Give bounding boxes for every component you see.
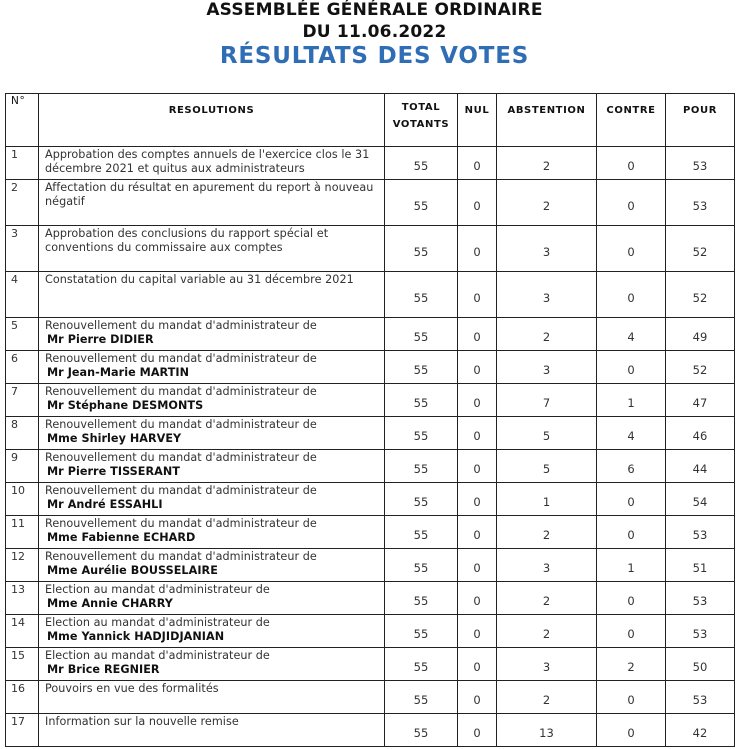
- table-row: [6, 272, 735, 318]
- abstention-value: 7: [497, 384, 597, 417]
- resolution-description: Constatation du capital variable au 31 décembre 2021: [45, 273, 354, 286]
- total-votants-value: 55: [385, 681, 458, 714]
- resolution-description: Renouvellement du mandat d'administrateur de: [45, 517, 317, 530]
- candidate-name: Mr Stéphane DESMONTS: [47, 399, 204, 412]
- total-votants-value: 55: [385, 147, 458, 180]
- header-pour: POUR: [666, 94, 735, 147]
- total-votants-value: 55: [385, 180, 458, 226]
- resolution-text: [39, 648, 385, 681]
- resolution-number: 2: [6, 180, 39, 226]
- contre-value: 1: [597, 384, 666, 417]
- total-votants-value: 55: [385, 549, 458, 582]
- contre-value: 1: [597, 549, 666, 582]
- total-votants-value: 55: [385, 318, 458, 351]
- contre-value: 0: [597, 483, 666, 516]
- candidate-name: Mr Brice REGNIER: [47, 663, 160, 676]
- table-row: [6, 549, 735, 582]
- total-votants-value: 55: [385, 483, 458, 516]
- candidate-name: Mr Pierre TISSERANT: [47, 465, 180, 478]
- nul-value: 0: [458, 147, 497, 180]
- resolution-text: [39, 226, 385, 272]
- header-contre: CONTRE: [597, 94, 666, 147]
- resolution-text: [39, 615, 385, 648]
- nul-value: 0: [458, 180, 497, 226]
- total-votants-value: 55: [385, 417, 458, 450]
- resolution-number: 5: [6, 318, 39, 351]
- table-row: [6, 648, 735, 681]
- resolution-description: Election au mandat d'administrateur de: [45, 616, 270, 629]
- resolution-text: [39, 318, 385, 351]
- abstention-value: 2: [497, 318, 597, 351]
- resolution-text: [39, 450, 385, 483]
- nul-value: 0: [458, 714, 497, 747]
- resolution-text: [39, 681, 385, 714]
- table-row: [6, 450, 735, 483]
- abstention-value: 3: [497, 272, 597, 318]
- resolution-number: 7: [6, 384, 39, 417]
- resolution-description: Information sur la nouvelle remise: [45, 715, 239, 728]
- nul-value: 0: [458, 516, 497, 549]
- resolution-description: Pouvoirs en vue des formalités: [45, 682, 219, 695]
- resolution-description: Renouvellement du mandat d'administrateur de: [45, 352, 317, 365]
- resolution-number: 6: [6, 351, 39, 384]
- nul-value: 0: [458, 681, 497, 714]
- resolution-description: Renouvellement du mandat d'administrateur de: [45, 451, 317, 464]
- table-row: [6, 483, 735, 516]
- resolution-number: 16: [6, 681, 39, 714]
- pour-value: 53: [666, 615, 735, 648]
- contre-value: 0: [597, 147, 666, 180]
- pour-value: 53: [666, 681, 735, 714]
- abstention-value: 3: [497, 351, 597, 384]
- table-row: [6, 516, 735, 549]
- resolution-text: [39, 582, 385, 615]
- resolution-text: [39, 714, 385, 747]
- abstention-value: 3: [497, 549, 597, 582]
- nul-value: 0: [458, 450, 497, 483]
- table-row: [6, 351, 735, 384]
- contre-value: 0: [597, 351, 666, 384]
- table-row: [6, 582, 735, 615]
- total-votants-value: 55: [385, 582, 458, 615]
- total-votants-value: 55: [385, 648, 458, 681]
- pour-value: 53: [666, 516, 735, 549]
- resolution-number: 3: [6, 226, 39, 272]
- header-total-votants: TOTAL VOTANTS: [385, 94, 458, 147]
- document-title: ASSEMBLÉE GÉNÉRALE ORDINAIRE: [206, 0, 543, 20]
- contre-value: 6: [597, 450, 666, 483]
- total-votants-value: 55: [385, 384, 458, 417]
- resolution-description: Renouvellement du mandat d'administrateur de: [45, 418, 317, 431]
- nul-value: 0: [458, 272, 497, 318]
- resolution-text: [39, 417, 385, 450]
- resolution-number: 17: [6, 714, 39, 747]
- candidate-name: Mme Yannick HADJIDJANIAN: [47, 630, 225, 643]
- resolution-description: Renouvellement du mandat d'administrateur de: [45, 319, 317, 332]
- pour-value: 47: [666, 384, 735, 417]
- candidate-name: Mme Annie CHARRY: [47, 597, 173, 610]
- abstention-value: 2: [497, 582, 597, 615]
- pour-value: 42: [666, 714, 735, 747]
- pour-value: 49: [666, 318, 735, 351]
- table-row: [6, 384, 735, 417]
- header-nul: NUL: [458, 94, 497, 147]
- resolution-text: [39, 351, 385, 384]
- resolution-description: Renouvellement du mandat d'administrateur de: [45, 484, 317, 497]
- resolution-text: [39, 549, 385, 582]
- nul-value: 0: [458, 483, 497, 516]
- pour-value: 53: [666, 147, 735, 180]
- total-votants-value: 55: [385, 516, 458, 549]
- document-date: DU 11.06.2022: [302, 22, 447, 42]
- pour-value: 51: [666, 549, 735, 582]
- total-votants-value: 55: [385, 615, 458, 648]
- contre-value: 0: [597, 516, 666, 549]
- header-abstention: ABSTENTION: [497, 94, 597, 147]
- candidate-name: Mr André ESSAHLI: [47, 498, 163, 511]
- resolution-number: 1: [6, 147, 39, 180]
- pour-value: 53: [666, 180, 735, 226]
- pour-value: 52: [666, 351, 735, 384]
- resolution-description: Affectation du résultat en apurement du report à nouveau négatif: [45, 181, 374, 208]
- abstention-value: 2: [497, 147, 597, 180]
- candidate-name: Mme Shirley HARVEY: [47, 432, 182, 445]
- resolution-description: Election au mandat d'administrateur de: [45, 583, 270, 596]
- abstention-value: 2: [497, 180, 597, 226]
- pour-value: 46: [666, 417, 735, 450]
- abstention-value: 1: [497, 483, 597, 516]
- abstention-value: 3: [497, 648, 597, 681]
- nul-value: 0: [458, 648, 497, 681]
- abstention-value: 3: [497, 226, 597, 272]
- pour-value: 54: [666, 483, 735, 516]
- resolution-text: [39, 147, 385, 180]
- table-row: [6, 681, 735, 714]
- contre-value: 2: [597, 648, 666, 681]
- contre-value: 0: [597, 272, 666, 318]
- header-resolutions: RESOLUTIONS: [39, 94, 385, 147]
- resolution-number: 10: [6, 483, 39, 516]
- nul-value: 0: [458, 417, 497, 450]
- document-subtitle: RÉSULTATS DES VOTES: [219, 43, 530, 69]
- total-votants-value: 55: [385, 450, 458, 483]
- abstention-value: 13: [497, 714, 597, 747]
- candidate-name: Mme Fabienne ECHARD: [47, 531, 196, 544]
- resolution-description: Approbation des conclusions du rapport spécial et conventions du commissaire aux comptes: [45, 227, 329, 254]
- contre-value: 0: [597, 582, 666, 615]
- resolution-text: [39, 384, 385, 417]
- table-row: [6, 180, 735, 226]
- resolution-number: 12: [6, 549, 39, 582]
- abstention-value: 2: [497, 615, 597, 648]
- candidate-name: Mme Aurélie BOUSSELAIRE: [47, 564, 218, 577]
- pour-value: 52: [666, 226, 735, 272]
- resolution-text: [39, 180, 385, 226]
- candidate-name: Mr Pierre DIDIER: [47, 333, 154, 346]
- resolution-number: 4: [6, 272, 39, 318]
- table-row: [6, 226, 735, 272]
- contre-value: 4: [597, 318, 666, 351]
- contre-value: 0: [597, 615, 666, 648]
- resolution-text: [39, 272, 385, 318]
- pour-value: 52: [666, 272, 735, 318]
- resolution-description: Election au mandat d'administrateur de: [45, 649, 270, 662]
- total-votants-value: 55: [385, 351, 458, 384]
- abstention-value: 5: [497, 417, 597, 450]
- contre-value: 0: [597, 180, 666, 226]
- table-header-row: [6, 94, 735, 147]
- resolution-number: 11: [6, 516, 39, 549]
- total-votants-value: 55: [385, 226, 458, 272]
- candidate-name: Mr Jean-Marie MARTIN: [47, 366, 190, 379]
- nul-value: 0: [458, 226, 497, 272]
- abstention-value: 2: [497, 681, 597, 714]
- contre-value: 4: [597, 417, 666, 450]
- resolution-number: 9: [6, 450, 39, 483]
- table-row: [6, 147, 735, 180]
- abstention-value: 2: [497, 516, 597, 549]
- resolution-description: Renouvellement du mandat d'administrateur de: [45, 385, 317, 398]
- nul-value: 0: [458, 615, 497, 648]
- resolution-description: Approbation des comptes annuels de l'exercice clos le 31 décembre 2021 et quitus aux administrateurs: [45, 148, 370, 175]
- resolution-number: 14: [6, 615, 39, 648]
- pour-value: 53: [666, 582, 735, 615]
- table-row: [6, 615, 735, 648]
- total-votants-value: 55: [385, 272, 458, 318]
- nul-value: 0: [458, 351, 497, 384]
- total-votants-value: 55: [385, 714, 458, 747]
- pour-value: 44: [666, 450, 735, 483]
- resolution-text: [39, 516, 385, 549]
- resolution-number: 13: [6, 582, 39, 615]
- nul-value: 0: [458, 582, 497, 615]
- contre-value: 0: [597, 714, 666, 747]
- resolution-number: 15: [6, 648, 39, 681]
- resolution-number: 8: [6, 417, 39, 450]
- pour-value: 50: [666, 648, 735, 681]
- table-row: [6, 714, 735, 747]
- table-row: [6, 318, 735, 351]
- header-no: N°: [6, 94, 39, 147]
- nul-value: 0: [458, 384, 497, 417]
- resolution-description: Renouvellement du mandat d'administrateur de: [45, 550, 317, 563]
- votes-table: [5, 93, 735, 747]
- nul-value: 0: [458, 318, 497, 351]
- abstention-value: 5: [497, 450, 597, 483]
- table-row: [6, 417, 735, 450]
- resolution-text: [39, 483, 385, 516]
- contre-value: 0: [597, 226, 666, 272]
- nul-value: 0: [458, 549, 497, 582]
- contre-value: 0: [597, 681, 666, 714]
